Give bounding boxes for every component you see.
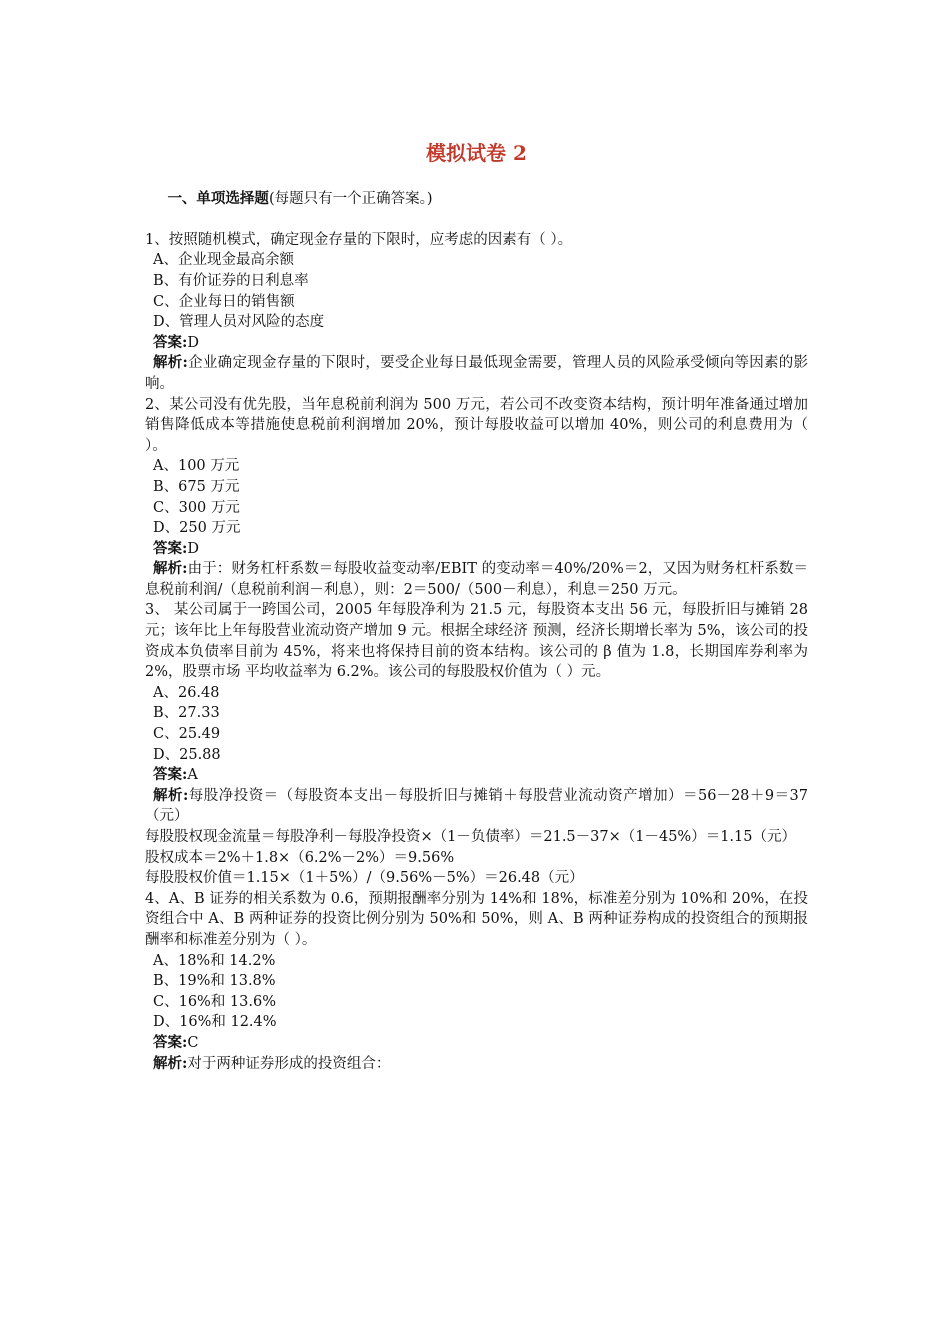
- explanation-text: 每股净投资＝（每股资本支出－每股折旧与摊销＋每股营业流动资产增加）＝56－28＋9＝37（元）: [145, 787, 808, 825]
- explanation-label: 解析:: [153, 560, 188, 578]
- answer-line: [145, 1033, 808, 1054]
- answer-line: [145, 765, 808, 786]
- answer-option: B、675 万元: [153, 478, 240, 495]
- question-list: [145, 230, 808, 1074]
- answer-label: 答案:: [153, 539, 188, 557]
- answer-option: D、25.88: [153, 746, 221, 763]
- page-title: 模拟试卷 2: [426, 141, 527, 165]
- answer-option: A、100 万元: [153, 458, 240, 475]
- explanation-label: 解析:: [153, 1054, 188, 1072]
- answer-option: C、16%和 13.6%: [153, 993, 276, 1010]
- answer-value: D: [187, 334, 199, 351]
- section-note: (每题只有一个正确答案。): [268, 190, 433, 207]
- explanation: [145, 559, 808, 600]
- answer-option: C、企业每日的销售额: [153, 293, 295, 310]
- explanation-text: 由于：财务杠杆系数＝每股收益变动率/EBIT 的变动率＝40%/20%＝2，又因为财务杠杆系数＝息税前利润/（息税前利润－利息），则：2＝500/（500－利息），利息＝250 万元。: [145, 561, 809, 598]
- answer-label: 答案:: [153, 333, 188, 351]
- question-block: [145, 600, 808, 888]
- answer-option: D、16%和 12.4%: [153, 1014, 277, 1031]
- explanation-step: 每股股权价值＝1.15×（1＋5%）/（9.56%－5%）＝26.48（元）: [145, 870, 584, 887]
- explanation: [145, 353, 808, 394]
- answer-option: D、250 万元: [153, 520, 241, 537]
- answer-option: D、管理人员对风险的态度: [153, 314, 325, 331]
- answer-line: [145, 539, 808, 560]
- question-block: [145, 395, 808, 601]
- answer-line: [145, 333, 808, 354]
- exam-page: [145, 140, 808, 1074]
- explanation: [145, 1054, 808, 1075]
- answer-value: A: [187, 767, 198, 784]
- answer-option: C、25.49: [153, 726, 221, 743]
- answer-value: C: [187, 1034, 199, 1051]
- explanation-label: 解析:: [153, 354, 188, 372]
- answer-option: A、18%和 14.2%: [153, 952, 276, 969]
- question-stem: 2、某公司没有优先股，当年息税前利润为 500 万元，若公司不改变资本结构，预计明年准备通过增加销售降低成本等措施使息税前利润增加 20%，预计每股收益可以增加 40%，则公司的利息费用为（ ）。: [145, 396, 808, 454]
- explanation-label: 解析:: [153, 786, 189, 804]
- explanation-step: 每股股权现金流量＝每股净利－每股净投资×（1－负债率）＝21.5－37×（1－45%）＝1.15（元）: [145, 829, 796, 845]
- section-label: 一、单项选择题: [167, 189, 269, 207]
- answer-option: C、300 万元: [153, 499, 240, 516]
- answer-option: B、27.33: [153, 705, 220, 722]
- answer-label: 答案:: [153, 1033, 188, 1051]
- section-heading: [145, 168, 808, 230]
- explanation-text: 企业确定现金存量的下限时，要受企业每日最低现金需要，管理人员的风险承受倾向等因素的影响。: [145, 355, 808, 392]
- answer-option: B、有价证券的日利息率: [153, 272, 309, 289]
- answer-label: 答案:: [153, 766, 188, 784]
- question-block: [145, 230, 808, 395]
- question-stem: 4、A、B 证券的相关系数为 0.6，预期报酬率分别为 14%和 18%，标准差分别为 10%和 20%，在投资组合中 A、B 两种证券的投资比例分别为 50%和 50%，则 A、B 两种证券构成的投资组合的预期报酬率和标准差分别为（ ）。: [145, 890, 808, 948]
- explanation: [145, 786, 808, 827]
- answer-option: A、企业现金最高余额: [153, 252, 294, 269]
- question-stem: 1、按照随机模式，确定现金存量的下限时，应考虑的因素有（ ）。: [145, 231, 573, 248]
- answer-option: A、26.48: [153, 684, 220, 701]
- answer-option: B、19%和 13.8%: [153, 973, 276, 990]
- explanation-text: 对于两种证券形成的投资组合：: [187, 1055, 391, 1072]
- question-stem: 3、 某公司属于一跨国公司，2005 年每股净利为 21.5 元，每股资本支出 56 元，每股折旧与摊销 28 元；该年比上年每股营业流动资产增加 9 元。根据全球经济 预测，经济长期增长率为 5%，该公司的投资成本负债率目前为 45%，将来也将保持目前的资本结构。该公司的 β 值为 1.8，长期国库券利率为 2%，股票市场 平均收益率为 6.2%。该公司的每股股权价值为（ ）元。: [145, 602, 808, 681]
- answer-value: D: [187, 540, 199, 557]
- explanation-step: 股权成本＝2%＋1.8×（6.2%－2%）＝9.56%: [145, 849, 455, 866]
- question-block: [145, 889, 808, 1074]
